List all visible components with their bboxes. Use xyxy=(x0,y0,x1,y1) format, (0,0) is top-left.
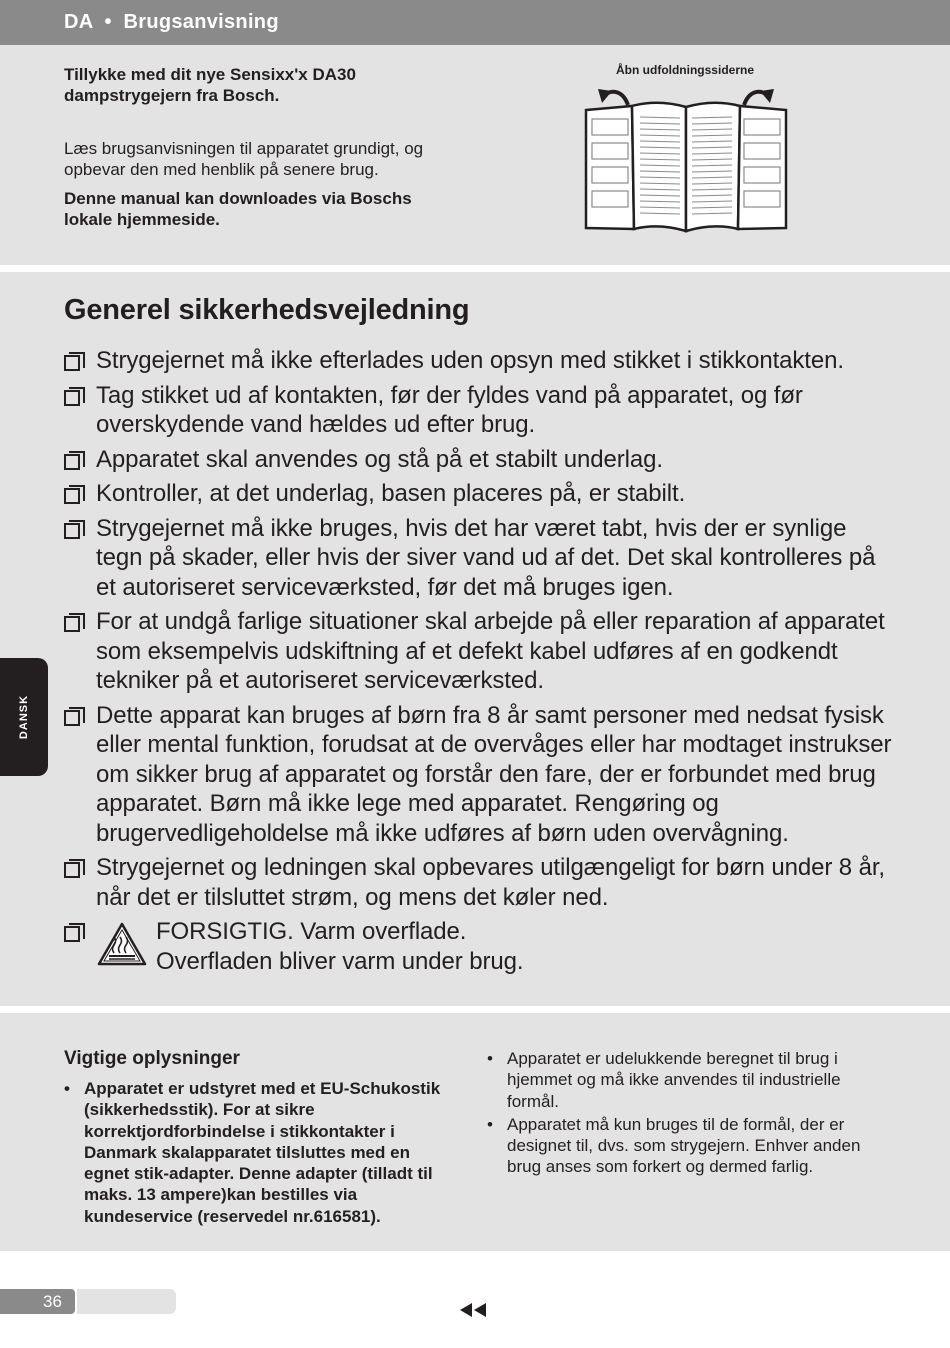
safety-item-text: Strygejernet og ledningen skal opbevares utilgængeligt for børn under 8 år, når det er tilsluttet strøm, og mens det køler ned. xyxy=(96,854,885,911)
safety-item xyxy=(64,445,894,475)
notes-right-list xyxy=(487,1048,882,1180)
header-separator: • xyxy=(104,11,112,33)
list-item-text: Apparatet er udstyret med et EU-Schukostik (sikkerhedsstik). For at sikre korrektjordforbindelse i stikkontakter i Danmark skalapparatet tilsluttes med en egnet stik-adapter. Denne adapter (tilladt til maks. 13 ampere)kan bestilles via kundeservice (reservedel nr.616581). xyxy=(84,1079,441,1226)
list-item xyxy=(64,1078,444,1227)
safety-list xyxy=(64,346,894,981)
previous-page-arrows-icon[interactable] xyxy=(460,1302,488,1318)
page-number: 36 xyxy=(43,1292,62,1311)
safety-item xyxy=(64,381,894,440)
safety-item xyxy=(64,701,894,849)
checkbox-bullet-icon xyxy=(64,523,80,539)
safety-item xyxy=(64,479,894,509)
safety-item-text: Strygejernet må ikke efterlades uden opsyn med stikket i stikkontakten. xyxy=(96,347,844,374)
safety-item-text: Apparatet skal anvendes og stå på et stabilt underlag. xyxy=(96,445,663,473)
safety-item xyxy=(64,853,894,912)
caution-item xyxy=(64,917,894,976)
fold-out-label: Åbn udfoldningssiderne xyxy=(616,63,754,77)
safety-item-text: For at undgå farlige situationer skal arbejde på eller reparation af apparatet som eksempelvis udskiftning af et defekt kabel udføres af en godkendt tekniker på et autoriseret serviceværksted. xyxy=(96,608,885,694)
checkbox-bullet-icon xyxy=(64,454,80,470)
fold-out-pages-illustration xyxy=(578,83,794,233)
side-tab-label: DANSK xyxy=(18,694,30,740)
hot-surface-warning-icon xyxy=(96,921,148,967)
safety-title: Generel sikkerhedsvejledning xyxy=(64,294,470,326)
language-side-tab xyxy=(0,658,48,776)
bullet: • xyxy=(487,1049,493,1068)
safety-item xyxy=(64,607,894,696)
page-number-box xyxy=(0,1289,75,1314)
header-title xyxy=(64,11,279,34)
notes-left-list xyxy=(64,1078,444,1227)
list-item xyxy=(487,1048,882,1112)
safety-item xyxy=(64,346,894,376)
bullet: • xyxy=(64,1079,70,1098)
intro-panel xyxy=(0,45,950,265)
checkbox-bullet-icon xyxy=(64,390,80,406)
checkbox-bullet-icon xyxy=(64,862,80,878)
safety-item-text: Dette apparat kan bruges af børn fra 8 år samt personer med nedsat fysisk eller mental funktion, forudsat at de overvåges eller har modtaget instrukser om sikker brug af apparatet og forstår den fare, der er forbundet med brug apparatet. Børn må ikke lege med apparatet. Rengøring og brugervedligeholdelse må ikke udføres af børn uden overvågning. xyxy=(96,701,892,847)
header-language: DA xyxy=(64,11,93,33)
checkbox-bullet-icon xyxy=(64,488,80,504)
checkbox-bullet-icon xyxy=(64,926,80,942)
notes-panel xyxy=(0,1013,950,1251)
download-note: Denne manual kan downloades via Boschs lokale hjemmeside. xyxy=(64,189,412,229)
safety-item-text: Strygejernet må ikke bruges, hvis det har været tabt, hvis der er synlige tegn på skader, eller hvis der siver vand ud af det. Det skal kontrolleres på et autoriseret serviceværksted, før det må bruges igen. xyxy=(96,514,876,601)
list-item-text: Apparatet er udelukkende beregnet til brug i hjemmet og må ikke anvendes til industrielle formål. xyxy=(507,1049,841,1111)
safety-item-text: Tag stikket ud af kontakten, før der fyldes vand på apparatet, og før overskydende vand hældes ud efter brug. xyxy=(96,381,803,438)
checkbox-bullet-icon xyxy=(64,355,80,371)
bullet: • xyxy=(487,1114,493,1134)
page-number-tail xyxy=(77,1289,176,1314)
header-doc-title: Brugsanvisning xyxy=(123,11,279,33)
caution-line-2: Overfladen bliver varm under brug. xyxy=(156,947,524,975)
checkbox-bullet-icon xyxy=(64,616,80,632)
safety-item xyxy=(64,514,894,603)
safety-panel xyxy=(0,272,950,1006)
list-item-text: Apparatet må kun bruges til de formål, der er designet til, dvs. som strygejern. Enhver anden brug anses som forkert og dermed farlig. xyxy=(507,1114,861,1177)
notes-heading: Vigtige oplysninger xyxy=(64,1048,240,1069)
intro-text: Læs brugsanvisningen til apparatet grundigt, og opbevar den med henblik på senere brug. xyxy=(64,139,424,179)
intro-heading: Tillykke med dit nye Sensixx'x DA30 dampstrygejern fra Bosch. xyxy=(64,65,356,105)
checkbox-bullet-icon xyxy=(64,710,80,726)
header-bar xyxy=(0,0,950,45)
safety-item-text: Kontroller, at det underlag, basen placeres på, er stabilt. xyxy=(96,480,686,507)
list-item xyxy=(487,1114,882,1178)
caution-line-1: FORSIGTIG. Varm overflade. xyxy=(156,918,467,945)
